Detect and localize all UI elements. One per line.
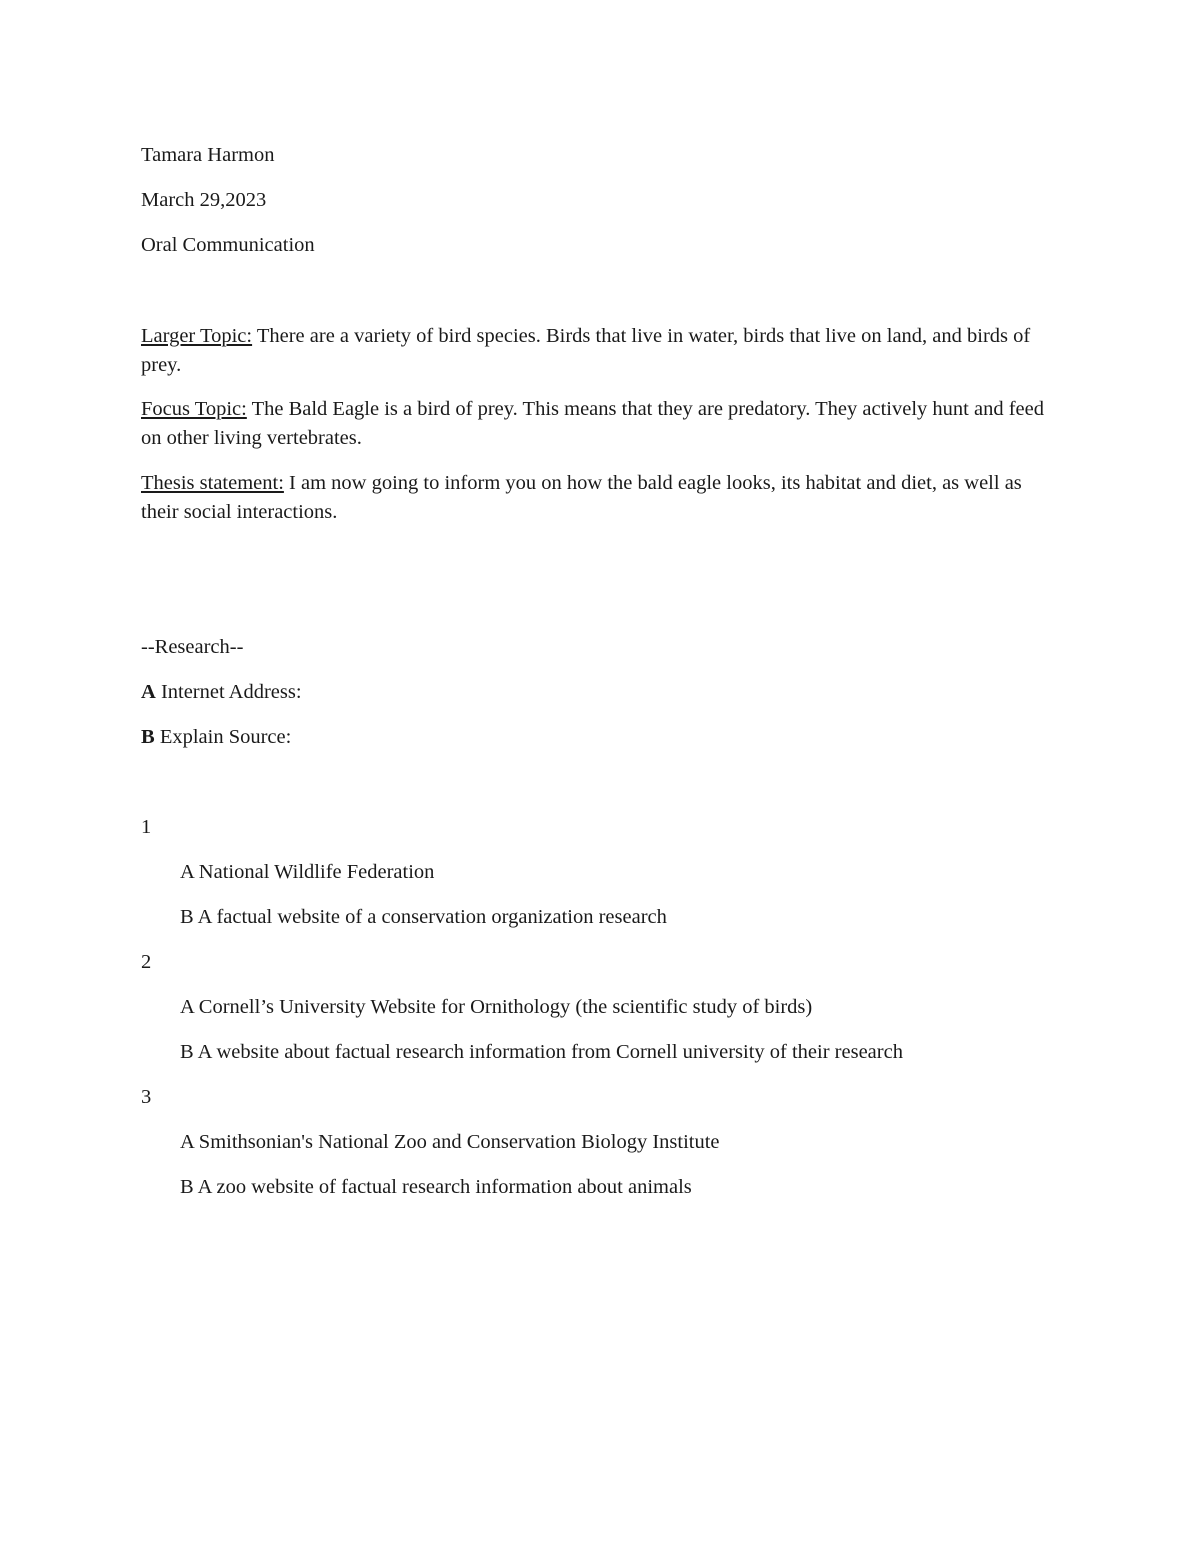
thesis-label: Thesis statement:: [141, 472, 284, 494]
larger-topic: [141, 322, 1061, 380]
focus-topic-label: Focus Topic:: [141, 398, 247, 420]
source-explanation: B A zoo website of factual research information about animals: [180, 1176, 692, 1198]
legend-letter: B: [141, 726, 155, 748]
course-name: Oral Communication: [141, 234, 315, 256]
thesis-statement: [141, 469, 1061, 527]
research-heading: --Research--: [141, 636, 244, 658]
legend-item-a: [141, 678, 302, 707]
legend-text: Explain Source:: [154, 726, 292, 748]
source-number: 1: [141, 816, 152, 838]
source-explanation: B A factual website of a conservation organization research: [180, 906, 667, 928]
thesis-text: I am now going to inform you on how the bald eagle looks, its habitat and diet, as well as their social interactions.: [141, 472, 1022, 523]
source-address: A Smithsonian's National Zoo and Conservation Biology Institute: [180, 1131, 720, 1153]
author-name: Tamara Harmon: [141, 144, 275, 166]
source-address: A National Wildlife Federation: [180, 861, 435, 883]
source-number: 2: [141, 951, 152, 973]
legend-letter: A: [141, 681, 156, 703]
focus-topic-text: The Bald Eagle is a bird of prey. This means that they are predatory. They actively hunt and feed on other living vertebrates.: [141, 398, 1044, 449]
focus-topic: [141, 395, 1061, 453]
source-number: 3: [141, 1086, 152, 1108]
legend-item-b: [141, 723, 291, 752]
larger-topic-text: There are a variety of bird species. Birds that live in water, birds that live on land, and birds of prey.: [141, 325, 1031, 376]
legend-text: Internet Address:: [155, 681, 302, 703]
document-date: March 29,2023: [141, 189, 267, 211]
source-address: A Cornell’s University Website for Ornithology (the scientific study of birds): [180, 996, 813, 1018]
larger-topic-label: Larger Topic:: [141, 325, 253, 347]
source-explanation: B A website about factual research information from Cornell university of their research: [180, 1041, 903, 1063]
